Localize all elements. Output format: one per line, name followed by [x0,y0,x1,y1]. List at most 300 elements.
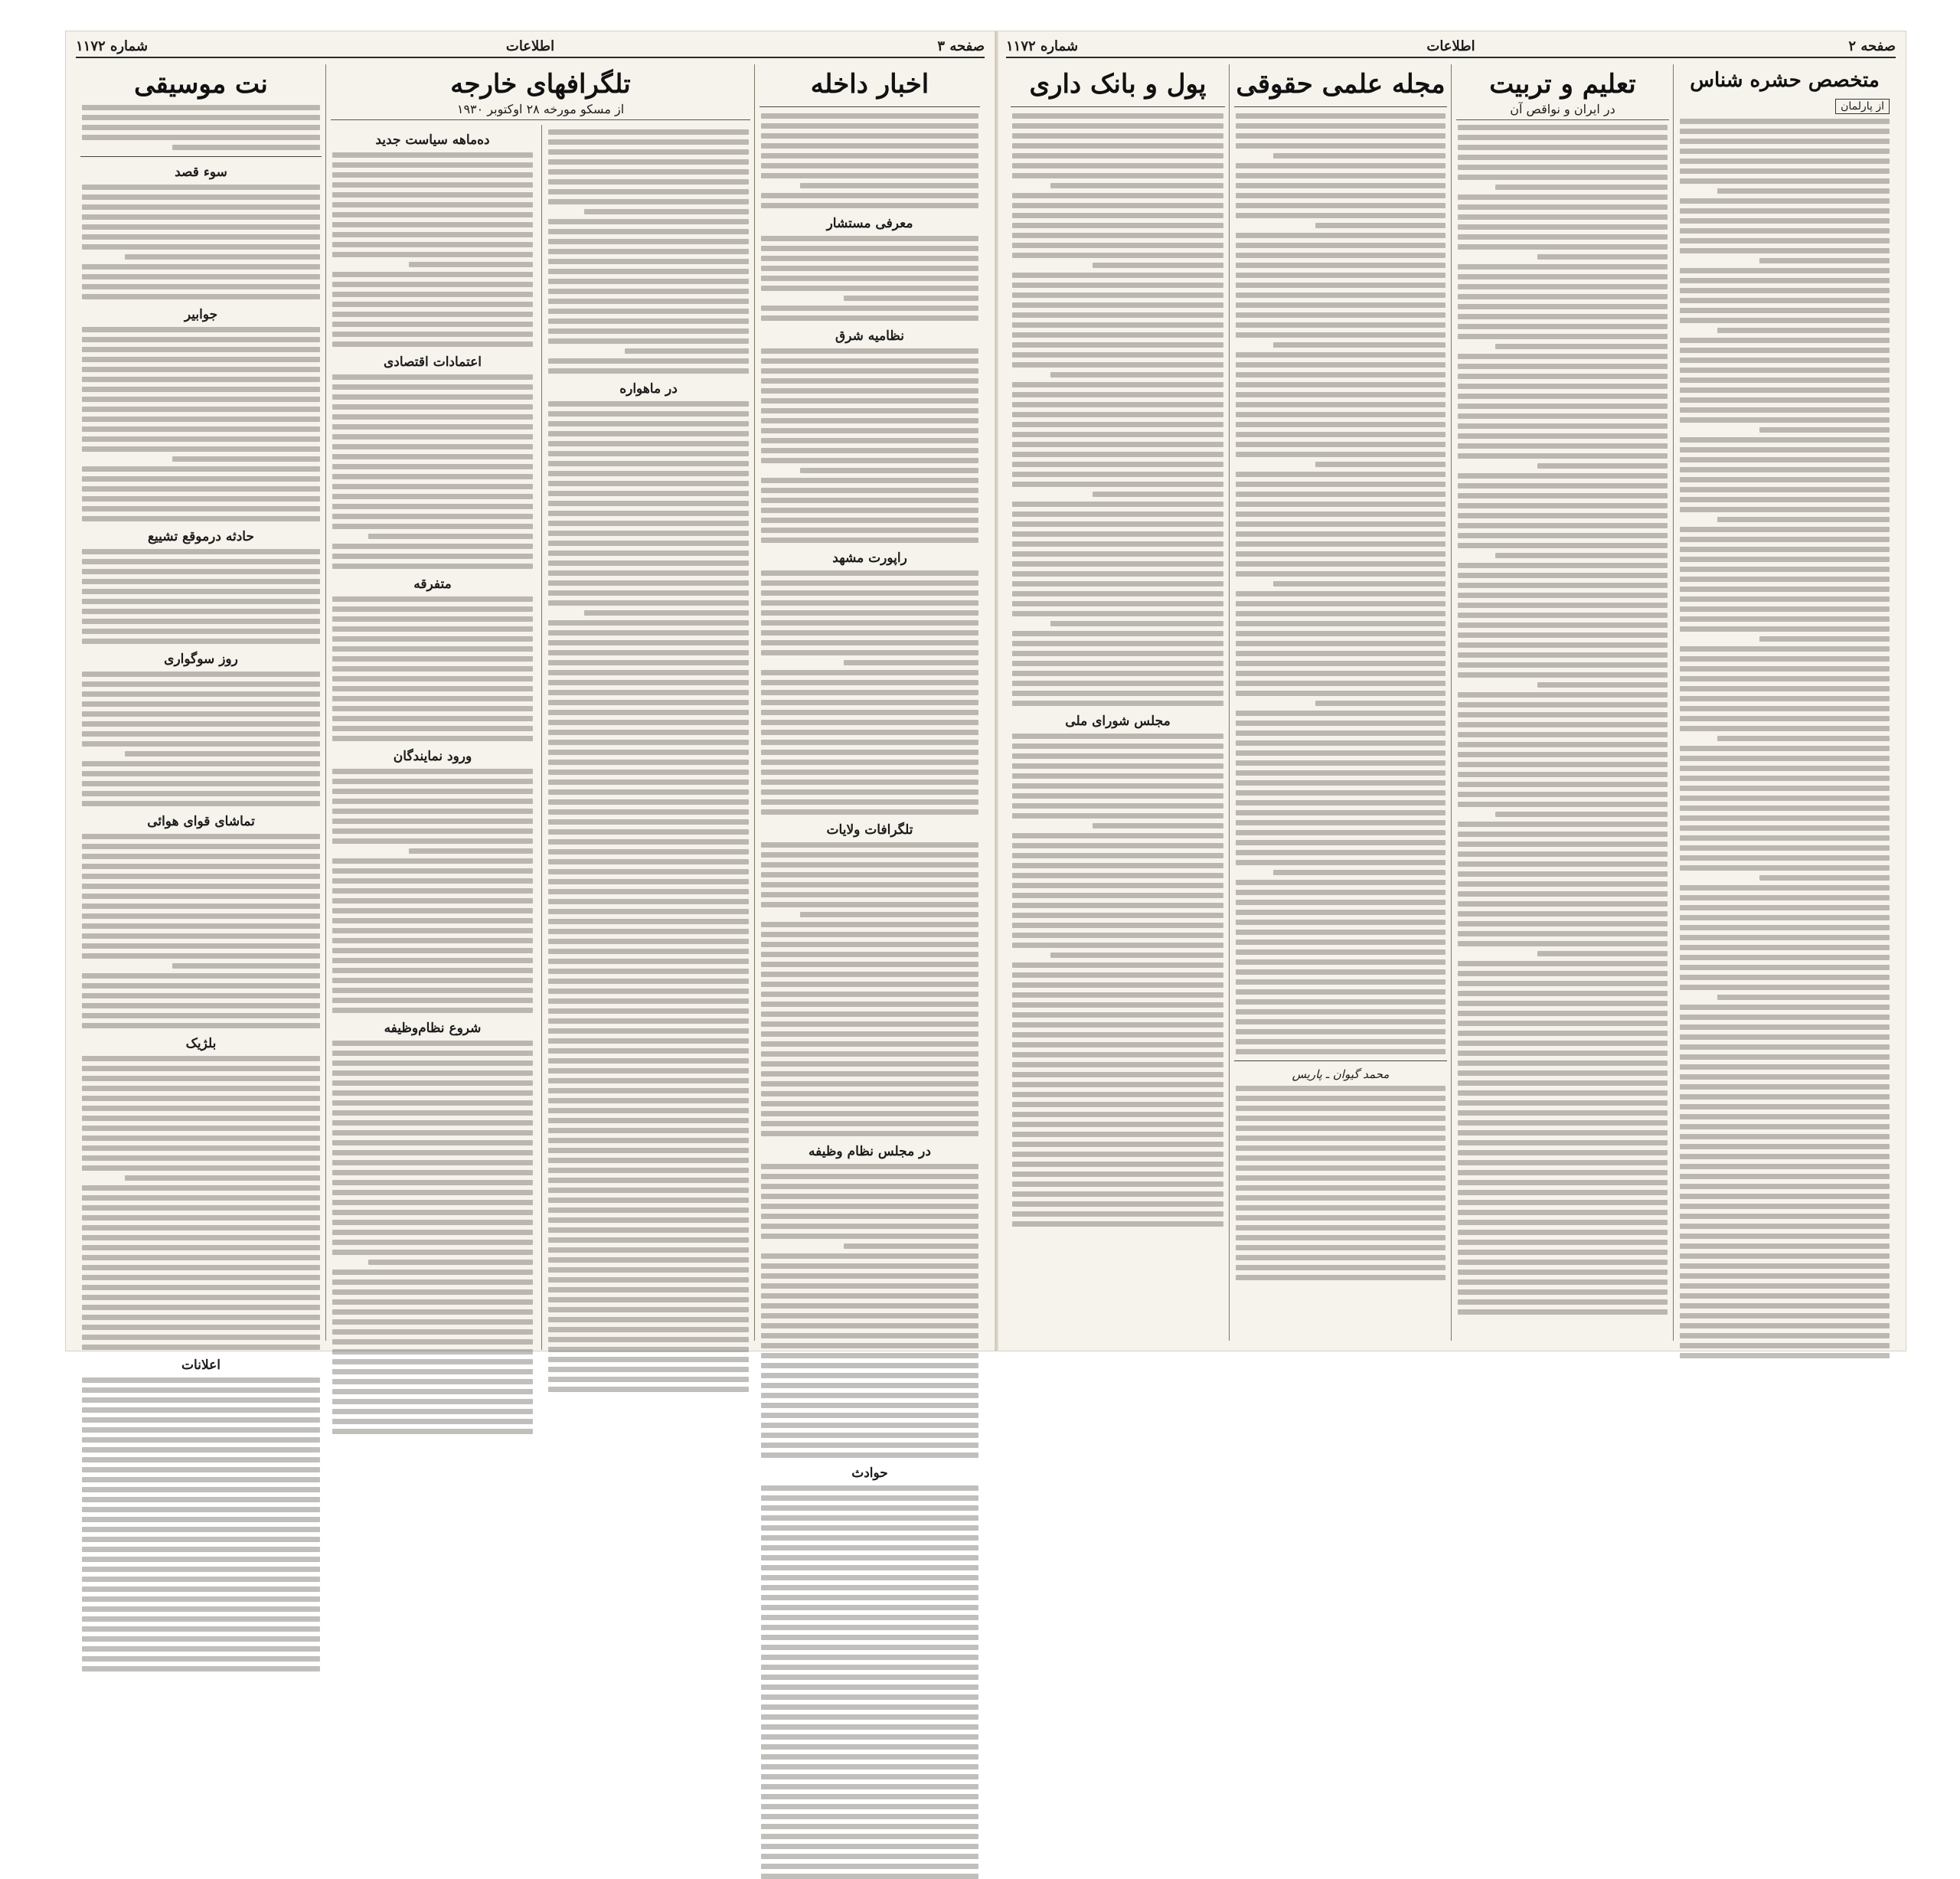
text-line [1458,712,1668,717]
text-line [761,193,978,198]
text-line [82,357,320,362]
text-line [82,1086,320,1091]
text-line [1236,1086,1446,1091]
text-line [1717,995,1890,1000]
text-line [548,1317,749,1322]
text-line [1236,940,1446,945]
text-line [548,1028,749,1034]
text-line [332,1060,533,1066]
text-line [1495,812,1668,817]
text-line [1012,412,1223,417]
text-line [1458,1240,1668,1245]
text-line [761,789,978,795]
text-line [1236,910,1446,915]
text-line [1236,880,1446,885]
text-line [1012,793,1223,799]
text-line [1236,143,1446,149]
text-line [1680,358,1890,363]
article-subheadline: از مسکو مورخه ۲۸ اوکتوبر ۱۹۳۰ [331,102,750,120]
text-line [1680,646,1890,652]
text-line [548,368,749,374]
text-line [332,828,533,834]
text-line [82,1275,320,1280]
text-line [82,397,320,402]
text-line [761,1754,978,1760]
text-line [332,726,533,731]
text-line [1458,1100,1668,1106]
text-line [1236,243,1446,248]
text-line [1458,672,1668,678]
text-line [332,676,533,681]
text-line [548,630,749,636]
text-line [548,491,749,496]
text-line [1236,362,1446,368]
text-line [1458,742,1668,747]
text-line [1458,1200,1668,1205]
text-line [548,1048,749,1054]
text-line [1680,278,1890,283]
text-line [1315,462,1446,467]
text-line [1458,1051,1668,1056]
text-line [1458,1270,1668,1275]
text-line [1680,895,1890,900]
column-education [1451,64,1674,1341]
text-line [1012,1201,1223,1207]
text-line [1012,193,1223,198]
text-line [548,501,749,506]
text-line [548,299,749,304]
text-line [761,942,978,947]
text-line [332,1319,533,1325]
text-line [1236,920,1446,925]
text-line [1537,951,1668,956]
text-line [1236,1255,1446,1260]
text-line [761,315,978,321]
text-line [1458,1220,1668,1225]
text-line [761,1694,978,1700]
text-line [332,1289,533,1295]
text-line [1236,621,1446,626]
text-line [761,740,978,745]
text-line [332,666,533,672]
text-line [1680,387,1890,393]
text-line [761,770,978,775]
text-line [1236,840,1446,845]
text-line [1012,1122,1223,1127]
text-line [1236,1275,1446,1280]
text-line [548,949,749,954]
text-line [761,902,978,907]
text-line [1680,318,1890,323]
text-line [82,185,320,190]
text-line [548,1327,749,1332]
text-line [332,1339,533,1345]
text-line [1236,661,1446,666]
text-line [761,1031,978,1037]
text-line [548,1297,749,1302]
text-line [548,1287,749,1292]
text-line [82,579,320,584]
text-line [82,1076,320,1081]
text-line [1012,362,1223,368]
text-line [761,680,978,685]
text-line [1680,168,1890,174]
text-line [82,204,320,210]
text-line [1012,1132,1223,1137]
text-line [548,750,749,755]
text-line [82,1547,320,1552]
text-line [1012,133,1223,139]
text-line [548,1068,749,1073]
text-line [548,1347,749,1352]
text-line [1458,822,1668,827]
text-line [1458,901,1668,907]
text-line [761,620,978,626]
text-line [82,1447,320,1453]
text-line [1458,593,1668,598]
text-line [332,434,533,440]
text-line [82,327,320,332]
text-line [844,296,978,301]
text-line [1458,1190,1668,1195]
text-line [548,979,749,984]
text-line [82,426,320,432]
text-line [761,203,978,208]
text-line [82,125,320,130]
text-line [1236,511,1446,517]
text-line [1680,149,1890,154]
text-line [82,194,320,200]
text-line [1680,1124,1890,1129]
text-line [548,909,749,914]
text-line [82,1457,320,1462]
text-line [1680,1054,1890,1060]
text-line [82,516,320,521]
text-line [1012,312,1223,318]
text-line [1458,165,1668,170]
text-line [548,1357,749,1362]
text-line [82,1265,320,1270]
text-line [1012,1191,1223,1197]
text-line [332,182,533,188]
text-line [82,1477,320,1482]
newspaper-name: اطلاعات [505,38,555,54]
text-line [548,1267,749,1273]
text-line [1680,129,1890,134]
text-line [1236,551,1446,557]
text-line [1680,1253,1890,1259]
text-line [761,590,978,596]
text-line [1537,463,1668,469]
text-line [761,1224,978,1229]
text-line [548,411,749,417]
text-line [82,407,320,412]
text-line [1680,1005,1890,1010]
text-line [548,169,749,175]
text-line [1680,1313,1890,1319]
text-line [548,740,749,745]
text-line [761,1263,978,1269]
text-line [1236,432,1446,437]
text-line [1680,1084,1890,1090]
text-line [1236,830,1446,835]
text-line [332,464,533,469]
text-line [548,849,749,855]
text-line [82,446,320,452]
text-line [1680,1094,1890,1100]
text-line [82,701,320,707]
text-line [548,1387,749,1392]
text-line [761,750,978,755]
text-line [332,162,533,168]
text-line [1680,746,1890,751]
text-line [1458,194,1668,200]
section-heading: جوابیر [184,306,218,322]
text-line [82,135,320,140]
text-line [1680,616,1890,622]
text-line [1012,691,1223,696]
text-line [82,1616,320,1622]
text-line [1012,283,1223,288]
text-line [548,779,749,785]
text-line [761,972,978,977]
text-line [82,771,320,776]
text-line [82,993,320,998]
text-line [548,819,749,825]
text-line [1012,763,1223,769]
text-line [1680,547,1890,552]
text-line [1012,873,1223,878]
text-line [1680,537,1890,542]
page-number: صفحه ۳ [937,38,985,54]
text-line [1458,1250,1668,1255]
text-line [1012,681,1223,686]
text-line [761,358,978,364]
text-line [1012,803,1223,809]
text-line [548,531,749,536]
text-line [1680,1333,1890,1338]
text-line [332,716,533,721]
text-line [332,252,533,257]
text-line [332,1041,533,1046]
text-line [548,249,749,254]
text-line [1680,786,1890,791]
text-line [82,1517,320,1522]
text-line [1012,332,1223,338]
text-line [332,1409,533,1414]
text-line [1236,1049,1446,1054]
text-line [1680,905,1890,910]
text-line [1012,452,1223,457]
text-line [761,1061,978,1067]
text-line [761,1041,978,1047]
text-line [761,1071,978,1077]
text-line [82,681,320,687]
text-line [1458,891,1668,897]
text-line [761,418,978,423]
text-line [1236,1205,1446,1211]
text-line [82,234,320,240]
text-line [1680,1224,1890,1229]
text-line [1680,577,1890,582]
text-line [1680,1194,1890,1199]
text-line [1236,740,1446,746]
text-line [1236,203,1446,208]
text-line [761,720,978,725]
text-line [1458,1021,1668,1026]
text-line [82,1096,320,1101]
text-line [548,879,749,884]
text-line [761,1665,978,1670]
text-line [761,438,978,443]
text-line [1458,1041,1668,1046]
text-line [1012,223,1223,228]
page-columns [76,64,985,1481]
text-line [82,1427,320,1433]
text-line [1680,377,1890,383]
text-line [1458,1210,1668,1215]
text-line [1680,268,1890,273]
text-line [1458,603,1668,608]
column-foreign-telegrams [325,64,755,1341]
text-line [1680,119,1890,124]
text-line [1012,943,1223,948]
text-line [548,730,749,735]
text-line [332,646,533,652]
text-line [1236,452,1446,457]
text-line [82,1507,320,1512]
text-line [761,1645,978,1650]
text-line [332,332,533,337]
text-line [1537,254,1668,260]
text-line [1458,483,1668,489]
text-line [1458,563,1668,568]
text-line [1680,1234,1890,1239]
text-line [1012,813,1223,819]
text-line [82,1537,320,1542]
text-line [548,1138,749,1143]
text-line [332,1429,533,1434]
text-line [1458,832,1668,837]
text-line [548,620,749,626]
text-line [1236,1116,1446,1121]
text-line [332,1349,533,1355]
text-line [761,882,978,887]
text-line [761,1555,978,1560]
text-line [1012,511,1223,517]
text-line [1012,863,1223,868]
text-line [1012,342,1223,348]
text-line [761,1323,978,1328]
text-line [332,212,533,217]
text-line [82,761,320,766]
text-line [1680,178,1890,184]
text-line [1012,422,1223,427]
text-line [1680,397,1890,403]
text-line [761,368,978,374]
article-headline: مجله علمی حقوقی [1236,69,1446,100]
text-line [1012,203,1223,208]
column-legal-journal [1229,64,1452,1341]
text-line [761,398,978,404]
text-line [761,1535,978,1541]
text-line [332,514,533,519]
text-line [1458,125,1668,130]
text-line [761,1575,978,1580]
text-line [332,312,533,317]
text-line [761,478,978,483]
text-line [1458,224,1668,230]
text-line [761,173,978,178]
text-line [548,521,749,526]
text-line [1680,796,1890,801]
text-line [761,1784,978,1789]
text-line [1458,1001,1668,1006]
text-line [1458,662,1668,668]
text-line [800,183,978,188]
text-line [82,496,320,502]
text-line [82,1285,320,1290]
text-line [1012,903,1223,908]
text-line [1236,1009,1446,1015]
text-line [1458,573,1668,578]
text-line [1236,352,1446,358]
telegrams-subcolumn-2 [326,125,539,1350]
text-line [1680,407,1890,413]
text-line [1680,835,1890,841]
text-line [82,1407,320,1413]
text-line [548,461,749,466]
text-line [761,1303,978,1309]
section-heading: بلژیک [185,1035,217,1051]
text-line [761,276,978,281]
article-headline: نت موسیقی [134,69,268,100]
text-line [761,872,978,877]
text-line [332,918,533,923]
text-line [1236,979,1446,985]
text-line [1236,800,1446,806]
text-line [1458,652,1668,658]
section-heading: روز سوگواری [164,651,238,667]
text-line [548,1118,749,1123]
text-line [1012,933,1223,938]
text-line [1012,611,1223,616]
text-line [332,779,533,784]
section-heading: ده‌ماهه سیاست جدید [375,132,490,148]
text-line [548,431,749,436]
text-line [548,451,749,456]
text-line [1236,591,1446,596]
text-line [1680,1144,1890,1149]
text-line [1680,955,1890,960]
text-line [1458,632,1668,638]
text-line [82,1003,320,1008]
text-line [332,636,533,642]
text-line [82,1417,320,1423]
text-line [548,309,749,314]
text-line [1458,413,1668,419]
text-line [761,1585,978,1590]
text-line [761,123,978,129]
text-line [1680,527,1890,532]
text-line [548,789,749,795]
text-line [1759,258,1890,263]
text-line [332,696,533,701]
text-line [1495,344,1668,349]
text-line [1012,233,1223,238]
text-line [82,1106,320,1111]
text-line [761,266,978,271]
